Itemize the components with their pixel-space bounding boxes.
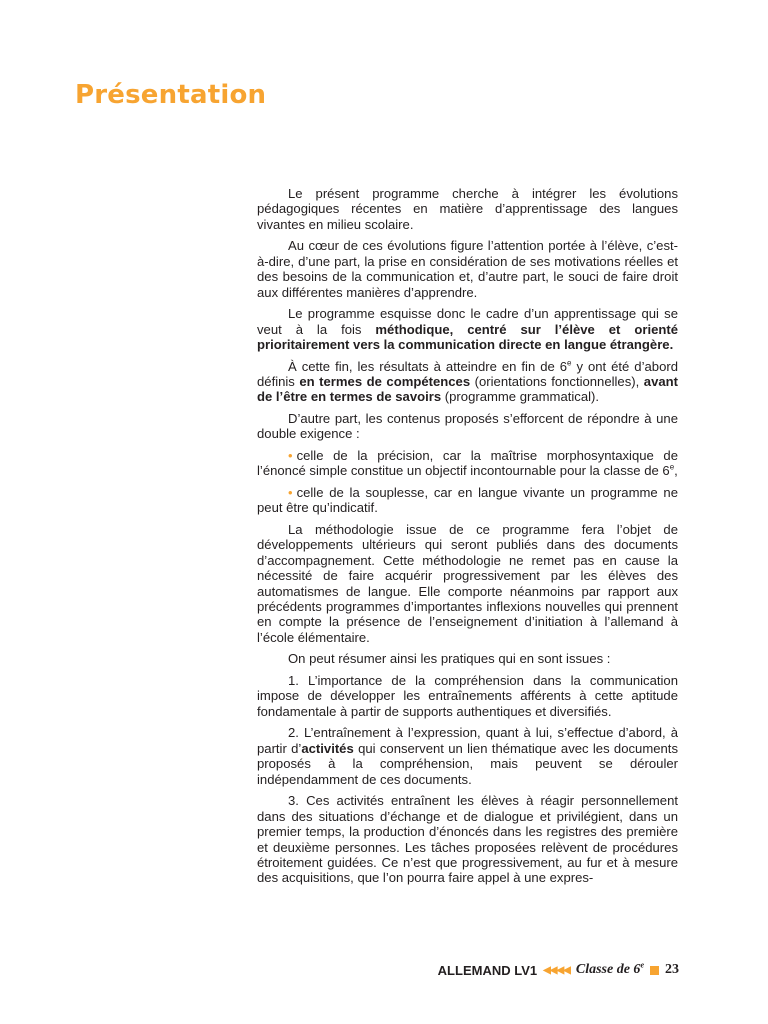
bullet-item [257, 448, 678, 479]
paragraph: 3. Ces activités entraînent les élèves à réagir personnellement dans des situations d’échange et de dialogue et privilégient, dans un premier temps, la production d’énoncés dans les registres des première et deuxième personnes. Les tâches proposées relèvent de procédures étroitement guidées. Ce n’est que progressivement, au fur et à mesure des acquisitions, que l’on pourra faire appel à une expres- [257, 793, 678, 886]
paragraph: 1. L’importance de la compréhension dans la communication impose de développer les entraînements afférents à cette aptitude fondamentale à partir de supports authentiques et diversifiés. [257, 673, 678, 719]
paragraph: On peut résumer ainsi les pratiques qui en sont issues : [288, 651, 611, 667]
paragraph: La méthodologie issue de ce programme fera l’objet de développements ultérieurs qui seront publiés dans des documents d’accompagnement. Cette méthodologie ne remet pas en cause la nécessité de faire acquérir progressivement par les élèves des automatismes de langue. Elle comporte néanmoins par rapport aux précédents programmes d’importantes inflexions nouvelles qui prennent en compte la présence de l’enseignement d’initiation à l’allemand à l’école élémentaire. [257, 522, 678, 645]
text-run: qui conservent un lien thématique avec les documents proposés à la compréhension, mais peuvent se dérouler indépendamment de ces documents. [257, 740, 678, 787]
bullet-dot-icon: • [288, 485, 293, 501]
footer-class [576, 962, 644, 978]
text-run: celle de la souplesse, car en langue vivante un programme ne peut être qu’indicatif. [257, 485, 678, 516]
text-run: À cette fin, les résultats à atteindre en fin de 6 [288, 358, 568, 374]
superscript: e [669, 463, 675, 473]
bold-run: méthodique, centré sur l’élève et orienté prioritairement vers la communication directe en langue étrangère. [257, 321, 678, 353]
paragraph [257, 725, 678, 787]
superscript: e [567, 358, 572, 368]
text-run: celle de la précision, car la maîtrise morphosyntaxique de l’énoncé simple constitue un objectif incontournable pour la classe de 6 [257, 448, 678, 479]
square-icon [650, 966, 659, 975]
paragraph: Le présent programme cherche à intégrer les évolutions pédagogiques récentes en matière d’apprentissage des langues vivantes en milieu scolaire. [257, 186, 678, 232]
text-run: Le programme esquisse donc le cadre d’un apprentissage qui se veut à la fois [257, 306, 678, 337]
bold-run: avant de l’être en termes de savoirs [257, 374, 678, 405]
class-label: Classe de 6 [575, 962, 641, 977]
bold-run: en termes de compétences [299, 374, 471, 390]
arrows-icon: ◀◀◀◀ [543, 964, 570, 976]
paragraph: Au cœur de ces évolutions figure l’attention portée à l’élève, c’est-à-dire, d’une part, la prise en considération de ses motivations réelles et des besoins de la communication et, d’autre part, le souci de faire droit aux différentes manières d’apprendre. [257, 238, 678, 300]
paragraph [257, 306, 678, 352]
body-text [257, 186, 678, 892]
bullet-dot-icon: • [288, 448, 293, 464]
bold-run: activités [301, 740, 354, 756]
bullet-item [257, 485, 678, 516]
footer-subject: ALLEMAND LV1 [437, 962, 538, 978]
page-title: Présentation [75, 80, 267, 110]
page-footer [438, 962, 679, 978]
page-number: 23 [665, 962, 679, 977]
paragraph [257, 359, 678, 405]
text-run: y ont été d’abord définis [257, 358, 678, 390]
text-run: 2. L’entraînement à l’expression, quant à lui, s’effectue d’abord, à partir d’ [257, 725, 678, 756]
superscript: e [640, 960, 644, 970]
text-run: , [674, 463, 678, 479]
paragraph: D’autre part, les contenus proposés s’efforcent de répondre à une double exigence : [257, 411, 678, 442]
text-run: (programme grammatical). [441, 389, 600, 405]
text-run: (orientations fonctionnelles), [470, 374, 644, 390]
